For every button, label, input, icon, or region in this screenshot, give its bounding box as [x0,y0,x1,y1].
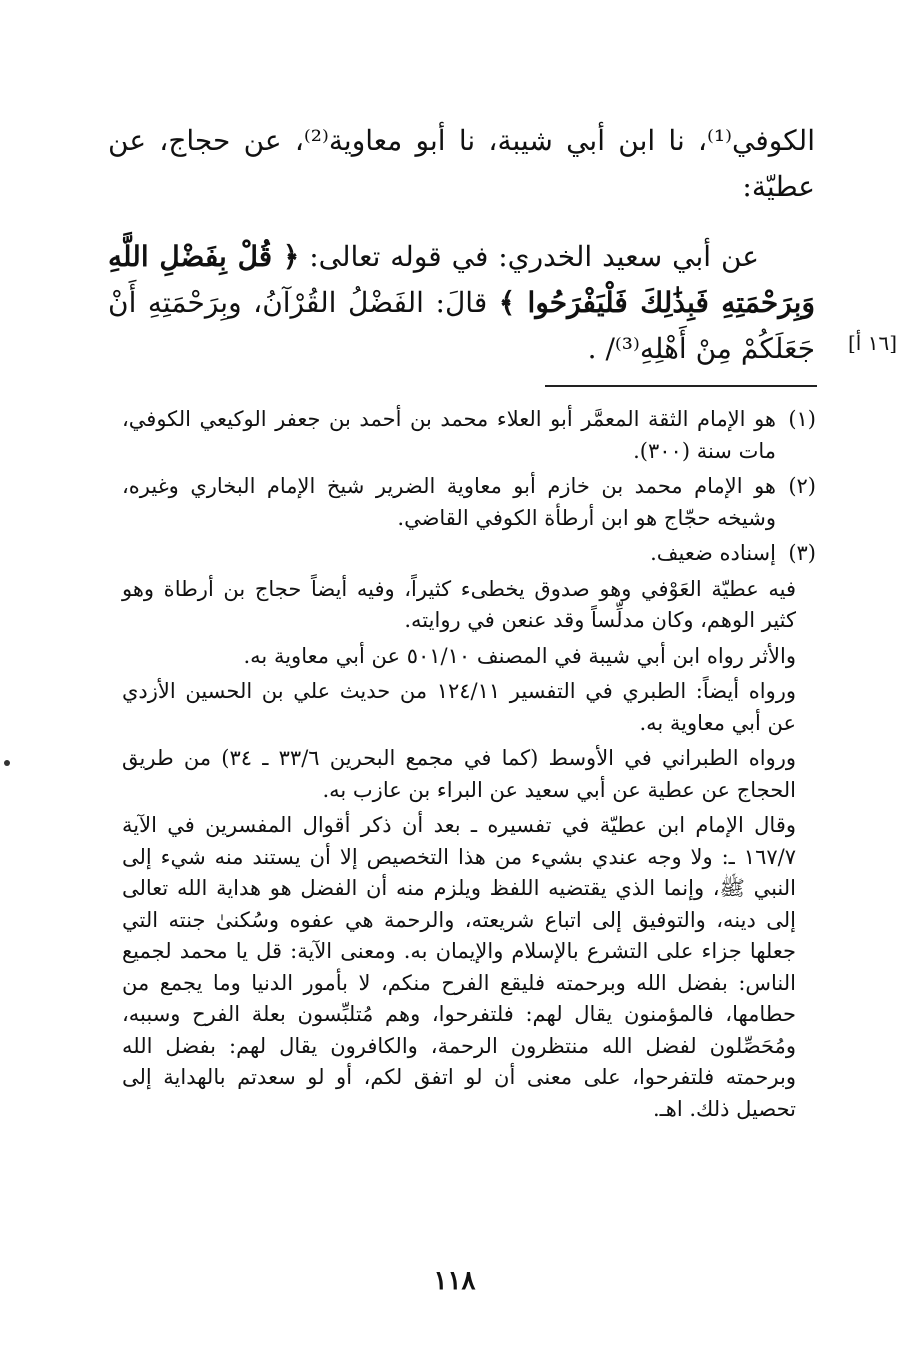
footnote-3-detail: وقال الإمام ابن عطيّة في تفسيره ـ بعد أن ذكر أقوال المفسرين في الآية ١٦٧/٧ ـ: ولا وجه عندي بشيء من هذا التخصيص إلا أن يستند منه شيء إلى النبي ﷺ، وإنما الذي يقتضيه اللفظ ويلزم منه أن الفضل هو هداية الله تعالى إلى دينه، والتوفيق إلى اتباع شريعته، والرحمة هي عفوه وسُكنىٰ جنته التي جعلها جزاء على التشرع بالإسلام والإيمان به. ومعنى الآية: قل يا محمد لجميع الناس: بفضل الله وبرحمته فليقع الفرح منكم، لا بأمور الدنيا وما يجمع من حطامها، فالمؤمنون يقال لهم: فلتفرحوا، وهم مُتلبِّسون بعلة الفرح وسببه، ومُحَصِّلون لفضل الله منتظرون الرحمة، والكافرون يقال لهم: بفضل الله وبرحمته فلتفرحوا، على معنى أن لو اتفق لكم، أو لو سعدتم بالهداية إلى تحصيل ذلك. اهـ. [122,813,796,1121]
main-paragraph-1: الكوفي⁽¹⁾، نا ابن أبي شيبة، نا أبو معاوية⁽²⁾، عن حجاج، عن عطيّة: [108,124,815,203]
footnote-3-detail: ورواه أيضاً: الطبري في التفسير ١٢٤/١١ من حديث علي بن الحسين الأزدي عن أبي معاوية به. [122,679,796,735]
main-paragraph-2 [108,234,815,372]
footnote-number: (١) [788,407,816,431]
quran-verse: ﴿ قُلْ بِفَضْلِ اللَّهِ وَبِرَحْمَتِهِ فَبِذَٰلِكَ فَلْيَفْرَحُوا ﴾ [108,240,815,319]
scan-edge-mark [4,760,10,766]
footnote-3-detail: والأثر رواه ابن أبي شيبة في المصنف ٥٠١/١٠ عن أبي معاوية به. [243,643,796,668]
manuscript-folio-note: [١٦ أ] [847,331,897,355]
footnote-1 [122,404,816,467]
footnotes [122,404,816,1129]
footnote-text: هو الإمام الثقة المعمَّر أبو العلاء محمد بن أحمد بن جعفر الوكيعي الكوفي، مات سنة (٣٠٠). [122,407,776,463]
main-text [108,118,815,372]
footnote-separator [545,385,817,387]
footnote-text: هو الإمام محمد بن خازم أبو معاوية الضرير شيخ الإمام البخاري وغيره، وشيخه حجّاج هو ابن أرطأة الكوفي القاضي. [122,474,776,530]
footnote-3-detail: فيه عطيّة العَوْفي وهو صدوق يخطىء كثيراً، وفيه أيضاً حجاج بن أرطاة وهو كثير الوهم، وكان مدلِّساً وقد عنعن في روايته. [122,576,796,632]
footnote-3 [122,538,816,570]
footnote-number: (٢) [788,474,816,498]
page-number: ١١٨ [433,1266,476,1296]
footnote-3-detail: ورواه الطبراني في الأوسط (كما في مجمع البحرين ٣٣/٦ ـ ٣٤) من طريق الحجاج عن عطية عن أبي سعيد عن البراء بن عازب به. [122,746,796,802]
footnote-text: إسناده ضعيف. [650,541,776,565]
paragraph-2-intro: عن أبي سعيد الخدري: في قوله تعالى: [299,240,759,273]
footnote-2 [122,471,816,534]
footnote-number: (٣) [788,541,816,565]
paragraph-2-rest: قالَ: الفَضْلُ القُرْآنُ، وبِرَحْمَتِهِ أَنْ جَعَلَكُمْ مِنْ أَهْلِهِ⁽³⁾/ . [108,286,815,365]
